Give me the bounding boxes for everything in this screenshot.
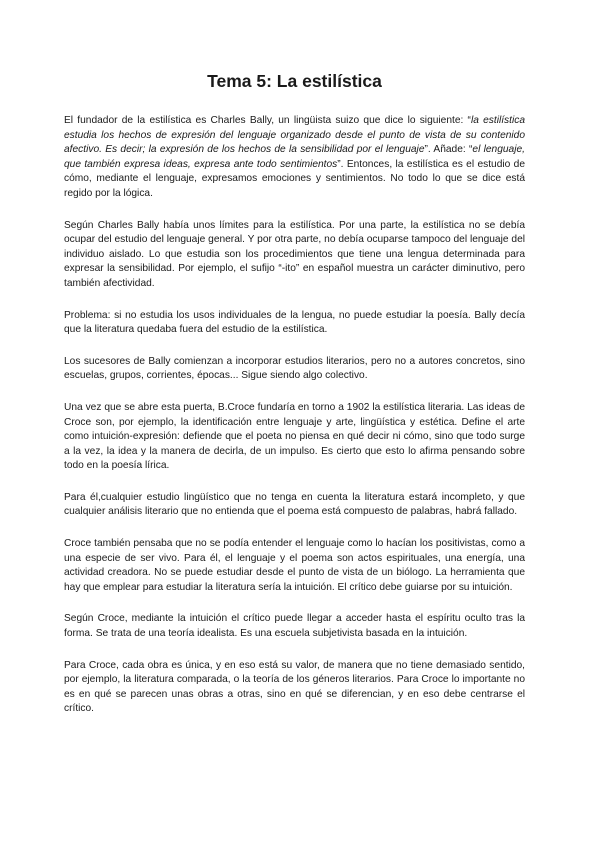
paragraph-bally-limits: Según Charles Bally había unos límites para la estilística. Por una parte, la estilística no se debía ocupar del estudio del lenguaje general. Y por otra parte, no debía ocuparse tampoco del lenguaje del individuo aislado. Lo que estudia son los procedimientos que tiene una lengua determinada para expresar la sensibilidad. Por ejemplo, el sufijo “-ito” en español muestra un carácter diminutivo, pero también afectividad. [64, 219, 525, 289]
paragraph-problem: Problema: si no estudia los usos individuales de la lengua, no puede estudiar la poesía. Bally decía que la literatura quedaba fuera del estudio de la estilística. [64, 309, 525, 336]
page-title: Tema 5: La estilística [207, 71, 382, 91]
paragraph-croce-intuition: Según Croce, mediante la intuición el crítico puede llegar a acceder hasta el espíritu oculto tras la forma. Se trata de una teoría idealista. Es una escuela subjetivista basada en la intuición. [64, 613, 525, 640]
paragraph-successors: Los sucesores de Bally comienzan a incorporar estudios literarios, pero no a autores concretos, sino escuelas, grupos, corrientes, épocas... Sigue siendo algo colectivo. [64, 355, 525, 382]
paragraph-bally-intro [64, 114, 525, 202]
paragraph-text: ”. Añade: “ [424, 144, 473, 156]
paragraph-text: El fundador de la estilística es Charles Bally, un lingüista suizo que dice lo siguiente: “ [64, 115, 471, 126]
paragraph-croce-uniqueness: Para Croce, cada obra es única, y en eso está su valor, de manera que no tiene demasiado sentido, por ejemplo, la literatura comparada, o la teoría de los géneros literarios. Para Croce lo importante no es en qué se parecen unas obras a otras, sino en qué se diferencian, y en eso debe centrarse el crítico. [64, 659, 525, 715]
paragraph-croce-literature: Para él,cualquier estudio lingüístico que no tenga en cuenta la literatura estará incompleto, y que cualquier análisis literario que no entienda que el poema está compuesto de palabras, habrá fallado. [64, 491, 525, 518]
paragraph-croce-positivists: Croce también pensaba que no se podía entender el lenguaje como lo hacían los positivistas, como a una especie de ser vivo. Para él, el lenguaje y el poema son actos espirituales, una energía, una actividad creadora. No se puede estudiar desde el punto de vista de un biólogo. La herramienta que hay que emplear para estudiar la literatura sería la intuición. El crítico debe guiarse por su intuición. [64, 538, 525, 593]
paragraph-text: ”. Entonces, la estilística es el estudio de cómo, mediante el lenguaje, expresamos emociones y sentimientos. No todo lo que se dice está regido por la lógica. [64, 158, 525, 199]
quote-italic: el lenguaje, que también expresa ideas, expresa ante todo sentimientos [64, 144, 525, 170]
quote-italic: la estilística estudia los hechos de expresión del lenguaje organizado desde el punto de vista de su contenido afectivo. Es decir; la expresión de los hechos de la sensibilidad por el lenguaje [64, 115, 526, 156]
paragraph-croce-founding: Una vez que se abre esta puerta, B.Croce fundaría en torno a 1902 la estilística literaria. Las ideas de Croce son, por ejemplo, la identificación entre lenguaje y arte, lingüística y estética. Define el arte como intuición-expresión: defiende que el poeta no piensa en qué decir ni cómo, sino que todo surge a la vez, la idea y la manera de decirla, de un impulso. Es cierto que esto lo afirma pensando sobre todo en la poesía lírica. [64, 401, 525, 472]
